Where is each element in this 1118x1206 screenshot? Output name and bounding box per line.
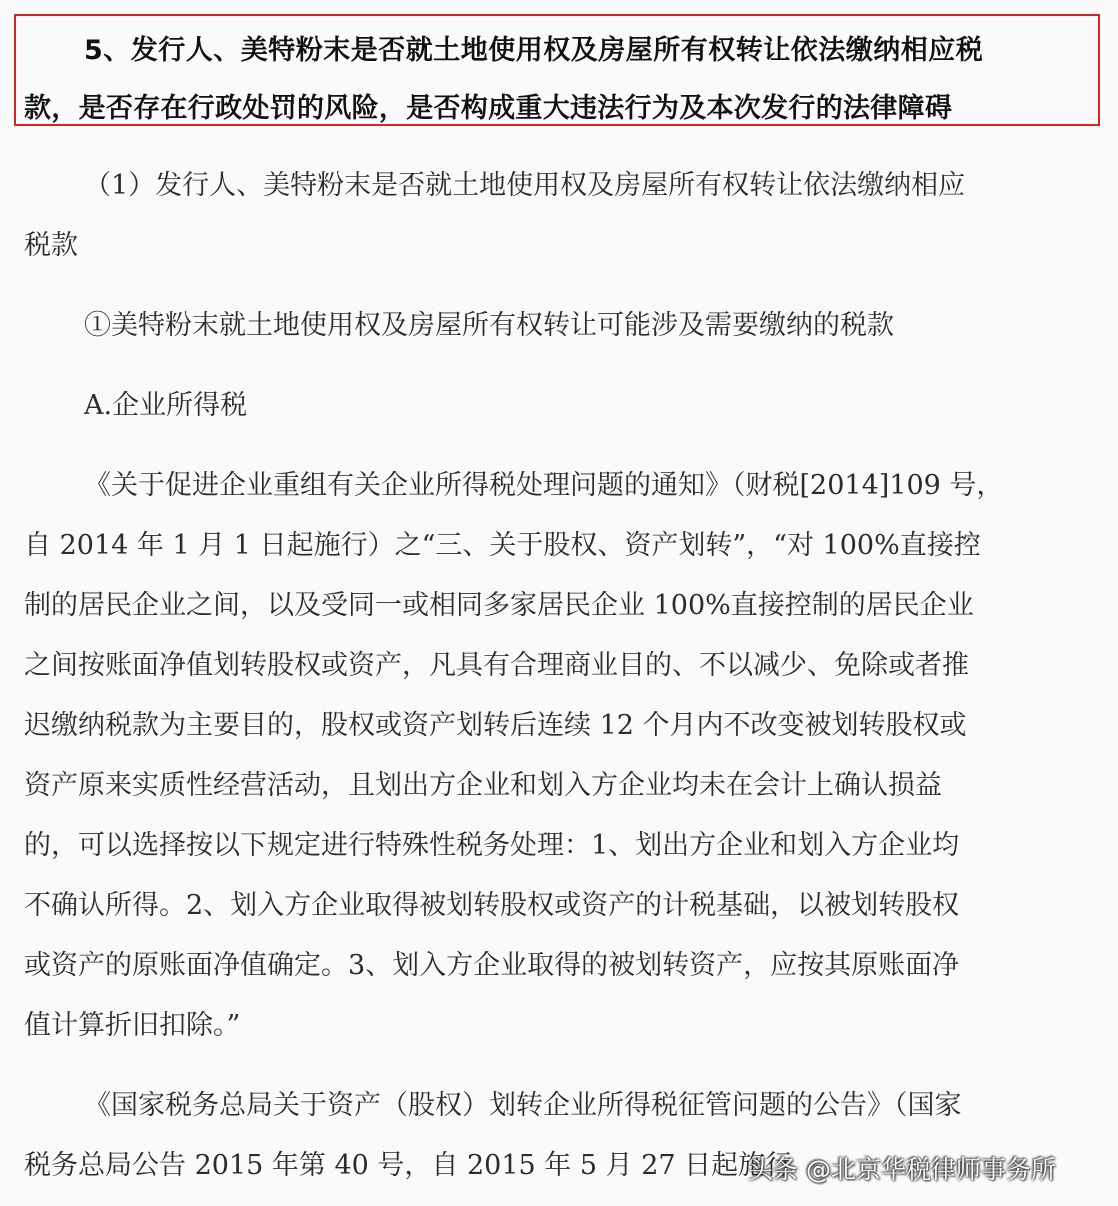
subsection-heading: ①美特粉末就土地使用权及房屋所有权转让可能涉及需要缴纳的税款 [84, 310, 894, 341]
paragraph1-line: 迟缴纳税款为主要目的，股权或资产划转后连续 12 个月内不改变被划转股权或 [24, 710, 967, 741]
item-a-heading: A.企业所得税 [84, 390, 248, 421]
paragraph1-line: 或资产的原账面净值确定。3、划入方企业取得的被划转资产，应按其原账面净 [24, 950, 960, 981]
paragraph1-line: 自 2014 年 1 月 1 日起施行）之“三、关于股权、资产划转”，“对 100%直接控 [24, 530, 981, 561]
paragraph1-line: 制的居民企业之间，以及受同一或相同多家居民企业 100%直接控制的居民企业 [24, 590, 974, 621]
source-watermark: 头条 @北京华税律师事务所 [748, 1155, 1056, 1184]
paragraph1-line: 不确认所得。2、划入方企业取得被划转股权或资产的计税基础，以被划转股权 [24, 890, 960, 921]
section-heading-line-2: 税款 [24, 230, 78, 261]
paragraph1-line: 之间按账面净值划转股权或资产，凡具有合理商业目的、不以减少、免除或者推 [24, 650, 969, 681]
question-heading-line-1: 5、发行人、美特粉末是否就土地使用权及房屋所有权转让依法缴纳相应税 [84, 35, 984, 66]
question-heading-line-2: 款，是否存在行政处罚的风险，是否构成重大违法行为及本次发行的法律障碍 [24, 93, 953, 124]
paragraph1-line: 资产原来实质性经营活动，且划出方企业和划入方企业均未在会计上确认损益 [24, 770, 942, 801]
paragraph1-line: 的，可以选择按以下规定进行特殊性税务处理：1、划出方企业和划入方企业均 [24, 830, 960, 861]
paragraph1-line: 《关于促进企业重组有关企业所得税处理问题的通知》（财税[2014]109 号， [84, 470, 1004, 501]
section-heading-line-1: （1）发行人、美特粉末是否就土地使用权及房屋所有权转让依法缴纳相应 [84, 170, 966, 201]
paragraph1-line: 值计算折旧扣除。” [24, 1010, 241, 1041]
paragraph2-line: 《国家税务总局关于资产（股权）划转企业所得税征管问题的公告》（国家 [84, 1090, 962, 1121]
paragraph2-line: 税务总局公告 2015 年第 40 号，自 2015 年 5 月 27 日起施行 [24, 1150, 793, 1181]
